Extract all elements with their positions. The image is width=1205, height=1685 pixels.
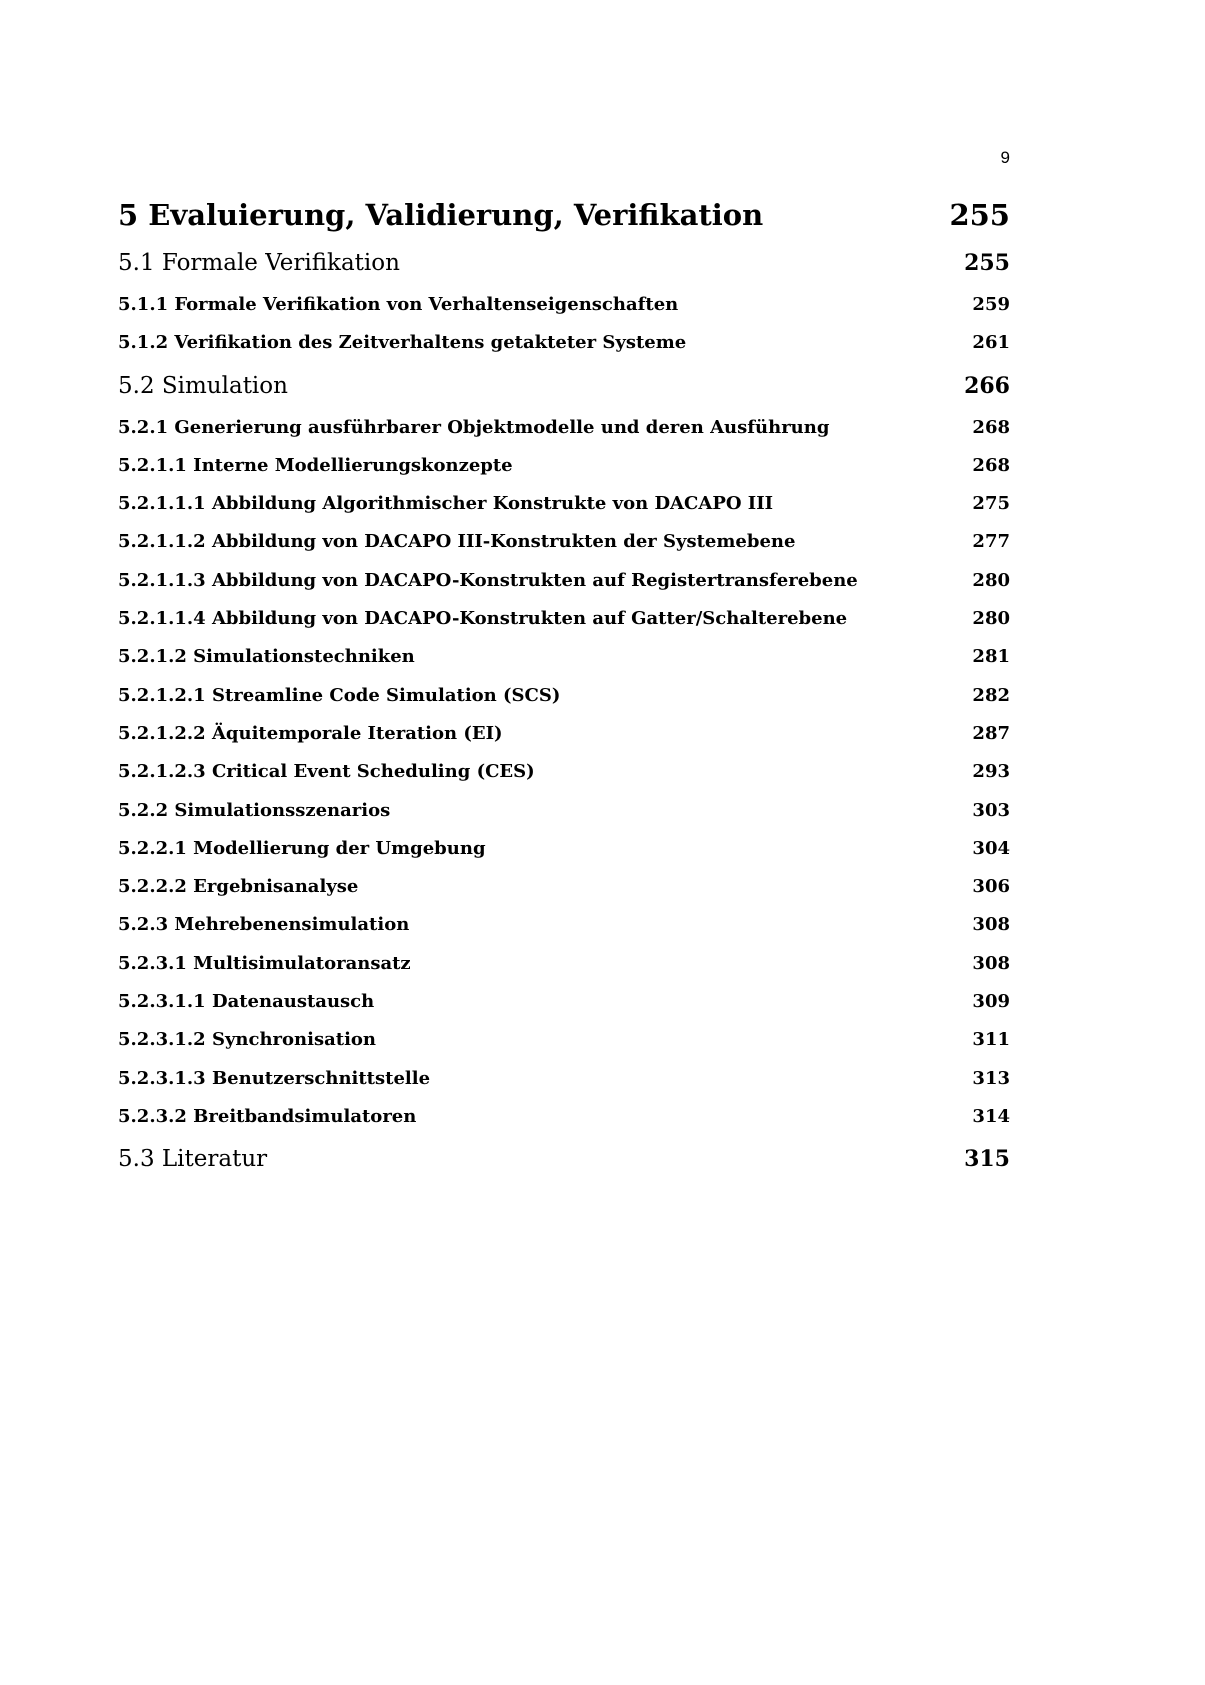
toc-label: 5.2.2.2 Ergebnisanalyse	[118, 876, 359, 898]
toc-page: 314	[972, 1105, 1010, 1127]
toc-subsection	[118, 485, 1010, 523]
toc-page: 313	[972, 1067, 1010, 1089]
toc-subsection	[118, 906, 1010, 944]
toc-label: 5.2.3.1.2 Synchronisation	[118, 1029, 377, 1051]
toc-subsection	[118, 447, 1010, 485]
toc-page: 315	[964, 1146, 1010, 1173]
toc-subsection	[118, 792, 1010, 830]
toc-page: 280	[972, 569, 1010, 591]
toc-label: 5.2.1.1.2 Abbildung von DACAPO III-Konstrukten der Systemebene	[118, 531, 796, 553]
toc-subsection	[118, 1021, 1010, 1059]
toc-label: 5.1.2 Verifikation des Zeitverhaltens getakteter Systeme	[118, 332, 687, 354]
toc-label: 5.2.1.2.2 Äquitemporale Iteration (EI)	[118, 722, 503, 744]
toc-label: 5.2.2.1 Modellierung der Umgebung	[118, 837, 486, 859]
toc-subsection	[118, 562, 1010, 600]
toc-subsection	[118, 638, 1010, 676]
toc-page: 268	[972, 416, 1010, 438]
toc-subsection	[118, 830, 1010, 868]
toc-page: 255	[964, 250, 1010, 276]
toc-label: 5.2.2 Simulationsszenarios	[118, 799, 391, 821]
table-of-contents	[118, 190, 1010, 1182]
toc-label: 5.2.3.1.3 Benutzerschnittstelle	[118, 1067, 431, 1089]
toc-page: 311	[972, 1029, 1010, 1051]
toc-subsection	[118, 324, 1010, 362]
toc-label: 5.2.3.2 Breitbandsimulatoren	[118, 1105, 417, 1127]
toc-page: 287	[972, 722, 1010, 744]
toc-section-5-2	[118, 363, 1010, 409]
toc-label: 5.3 Literatur	[118, 1146, 268, 1173]
toc-subsection	[118, 1098, 1010, 1136]
toc-page: 280	[972, 608, 1010, 630]
toc-subsection	[118, 945, 1010, 983]
toc-page: 266	[964, 372, 1010, 399]
toc-page: 304	[972, 837, 1010, 859]
toc-label: 5.2.1.1.1 Abbildung Algorithmischer Konstrukte von DACAPO III	[118, 493, 774, 515]
toc-label: 5.2 Simulation	[118, 372, 288, 399]
toc-chapter-5	[118, 190, 1010, 240]
toc-page: 308	[972, 952, 1010, 974]
toc-page: 282	[972, 684, 1010, 706]
toc-label: 5.2.1.2.3 Critical Event Scheduling (CES)	[118, 761, 535, 783]
toc-section-5-3	[118, 1136, 1010, 1182]
toc-subsection	[118, 677, 1010, 715]
toc-page: 281	[972, 646, 1010, 668]
toc-label: 5 Evaluierung, Validierung, Verifikation	[118, 198, 764, 232]
toc-label: 5.2.3.1.1 Datenaustausch	[118, 991, 375, 1013]
toc-subsection	[118, 286, 1010, 324]
toc-label: 5.2.3.1 Multisimulatoransatz	[118, 952, 411, 974]
toc-label: 5.2.3 Mehrebenensimulation	[118, 914, 410, 936]
page-number: 9	[1000, 148, 1010, 167]
toc-label: 5.2.1.1.3 Abbildung von DACAPO-Konstrukten auf Registertransferebene	[118, 569, 858, 591]
toc-page: 293	[972, 761, 1010, 783]
toc-subsection	[118, 715, 1010, 753]
toc-subsection	[118, 1060, 1010, 1098]
toc-label: 5.2.1.2 Simulationstechniken	[118, 646, 415, 668]
toc-page: 303	[972, 799, 1010, 821]
toc-page: 268	[972, 454, 1010, 476]
toc-subsection	[118, 868, 1010, 906]
toc-label: 5.2.1.2.1 Streamline Code Simulation (SCS)	[118, 684, 561, 706]
toc-label: 5.1 Formale Verifikation	[118, 250, 400, 276]
toc-page: 306	[972, 876, 1010, 898]
toc-page: 255	[949, 198, 1010, 232]
toc-label: 5.2.1 Generierung ausführbarer Objektmodelle und deren Ausführung	[118, 416, 830, 438]
toc-page: 309	[972, 991, 1010, 1013]
toc-subsection	[118, 983, 1010, 1021]
toc-page: 277	[972, 531, 1010, 553]
toc-section-5-1	[118, 240, 1010, 286]
toc-subsection	[118, 753, 1010, 791]
toc-subsection	[118, 409, 1010, 447]
toc-page: 259	[972, 294, 1010, 315]
toc-label: 5.1.1 Formale Verifikation von Verhaltenseigenschaften	[118, 294, 679, 315]
toc-page: 261	[972, 332, 1010, 354]
toc-subsection	[118, 523, 1010, 561]
toc-label: 5.2.1.1.4 Abbildung von DACAPO-Konstrukten auf Gatter/Schalterebene	[118, 608, 848, 630]
toc-subsection	[118, 600, 1010, 638]
toc-page: 308	[972, 914, 1010, 936]
toc-label: 5.2.1.1 Interne Modellierungskonzepte	[118, 454, 513, 476]
toc-page: 275	[972, 493, 1010, 515]
